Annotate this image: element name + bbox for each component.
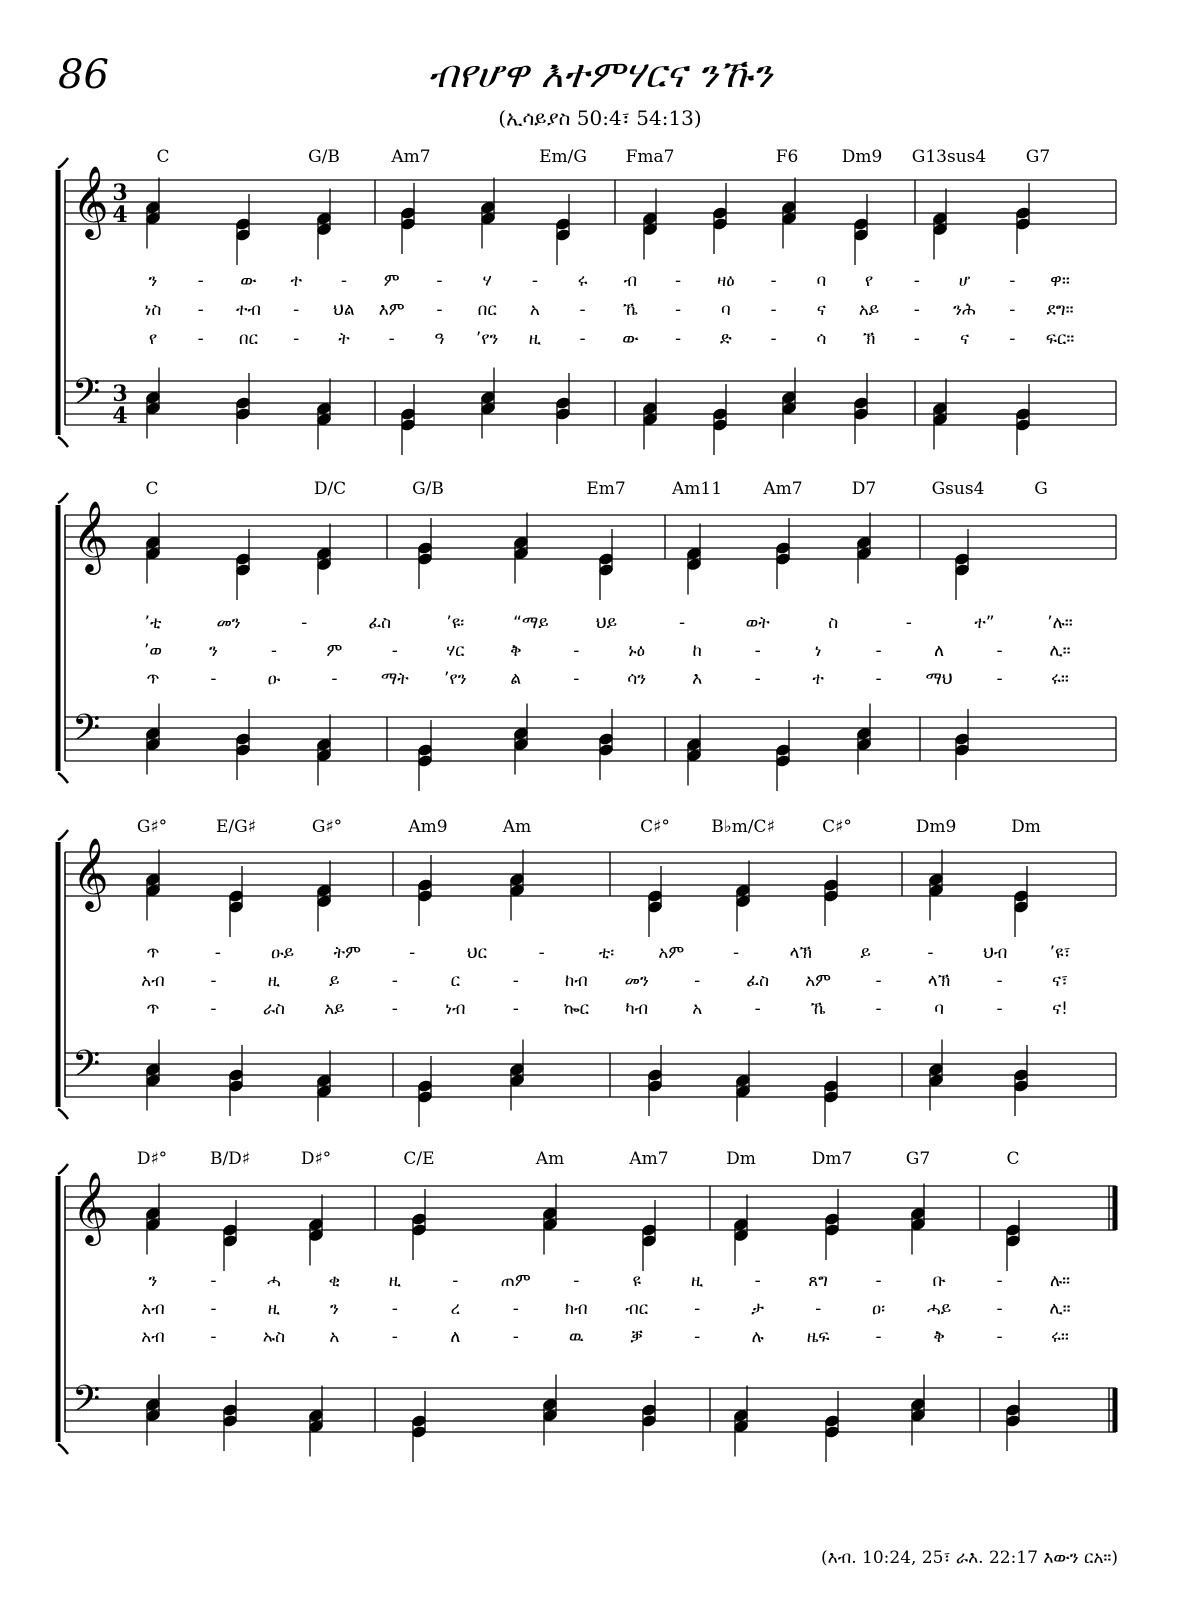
lyric-syllable: ዑይ <box>271 943 295 963</box>
lyric-syllable: - <box>512 999 519 1019</box>
chord-symbol: Gsus4 <box>931 479 985 499</box>
lyric-syllable: - <box>210 669 217 689</box>
lyric-syllable: - <box>391 641 398 661</box>
lyric-syllable: ሩ <box>577 271 588 291</box>
lyric-syllable: ሉ <box>751 1327 764 1347</box>
lyric-syllable: አይ <box>858 300 880 320</box>
lyric-syllable: ’ቲ <box>144 613 162 633</box>
lyric-syllable: ኑዕ <box>628 641 646 661</box>
lyric-syllable: ሓይ <box>926 1299 952 1319</box>
lyric-syllable: - <box>197 271 204 291</box>
lyric-syllable: ህብ <box>983 943 1008 963</box>
lyric-syllable: - <box>770 300 777 320</box>
lyric-syllable: ፈስ <box>368 613 392 633</box>
lyric-syllable: በር <box>477 300 497 320</box>
lyric-syllable: ህል <box>333 300 355 320</box>
lyric-syllable: አብ <box>141 971 165 991</box>
lyric-syllable: - <box>210 1299 217 1319</box>
lyric-syllable: ባ <box>934 999 944 1019</box>
lyric-syllable: ጥ <box>146 669 160 689</box>
lyric-syllable: - <box>875 669 882 689</box>
lyric-syllable: ተ <box>812 669 824 689</box>
time-signature-bottom: 4 <box>112 403 128 429</box>
system-1 <box>58 147 1116 455</box>
bass-clef-icon: 𝄢 <box>72 371 101 422</box>
lyric-syllable: ቓ <box>630 1327 644 1347</box>
lyric-syllable: ር <box>450 971 461 991</box>
lyric-syllable: ዚ <box>388 1271 402 1291</box>
lyric-syllable: - <box>331 669 338 689</box>
lyric-syllable: ም <box>383 271 400 291</box>
time-signature-top: 3 <box>112 381 128 407</box>
lyric-syllable: ጸግ <box>808 1271 829 1291</box>
lyric-syllable: - <box>927 943 934 963</box>
lyric-syllable: - <box>210 999 217 1019</box>
lyric-syllable: ’ዩ፡ <box>446 613 465 633</box>
lyric-syllable: - <box>391 1299 398 1319</box>
lyric-syllable: ሳ <box>816 329 827 349</box>
lyric-syllable: ላኽ <box>789 943 813 963</box>
lyric-syllable: - <box>538 943 545 963</box>
lyric-syllable: - <box>815 1299 822 1319</box>
lyric-syllable: እ <box>692 669 703 689</box>
time-signature-top: 3 <box>112 180 128 206</box>
lyric-syllable: ብ <box>623 271 638 291</box>
chord-symbol: E/G♯ <box>216 817 256 837</box>
lyric-syllable: ዜፍ <box>806 1327 830 1347</box>
lyric-syllable: ነ <box>814 641 822 661</box>
lyric-syllable: ኡስ <box>262 1327 286 1347</box>
lyric-syllable: “ማይ <box>513 613 549 633</box>
treble-clef-icon: 𝄞 <box>72 164 109 237</box>
lyric-syllable: ጥ <box>146 999 160 1019</box>
lyric-syllable: ዛዕ <box>717 271 735 291</box>
lyric-syllable: ይ <box>329 971 340 991</box>
lyric-syllable: - <box>388 329 395 349</box>
lyric-syllable: አብ <box>141 1327 165 1347</box>
lyric-syllable: ማት <box>380 669 409 689</box>
lyric-syllable: ው <box>622 329 639 349</box>
system-4 <box>58 1149 1116 1462</box>
lyric-syllable: ዓ <box>434 329 445 349</box>
lyric-syllable: - <box>293 329 300 349</box>
lyric-syllable: - <box>905 613 912 633</box>
bracket-bottom-hook <box>58 1444 68 1454</box>
lyric-syllable: - <box>210 1271 217 1291</box>
lyric-syllable: ፈስ <box>746 971 770 991</box>
bracket-bottom-hook <box>58 1109 68 1119</box>
lyric-syllable: - <box>770 329 777 349</box>
lyric-syllable: - <box>301 613 308 633</box>
lyric-syllable: አም <box>805 971 832 991</box>
chord-symbol: G♯° <box>311 817 343 837</box>
lyric-syllable: ን <box>148 271 158 291</box>
lyric-syllable: ቅ <box>510 641 522 661</box>
lyric-syllable: አይ <box>324 999 345 1019</box>
lyric-syllable: ሩ። <box>1051 1327 1069 1347</box>
lyric-syllable: - <box>675 300 682 320</box>
lyric-syllable: አብ <box>141 1299 165 1319</box>
lyric-syllable: - <box>340 271 348 291</box>
chord-symbol: Am9 <box>408 817 448 837</box>
chord-symbol: Dm9 <box>915 817 957 837</box>
lyric-syllable: - <box>573 641 580 661</box>
chord-symbol: C♯° <box>640 817 670 837</box>
lyric-syllable: ቲ፡ <box>598 943 615 963</box>
bass-clef-icon: 𝄢 <box>72 1043 101 1094</box>
lyric-syllable: - <box>996 971 1003 991</box>
lyric-syllable: - <box>913 271 920 291</box>
lyric-syllable: ለ <box>450 1327 461 1347</box>
lyric-syllable: ኽ <box>862 329 876 349</box>
lyric-syllable: - <box>579 329 586 349</box>
chord-symbol: Dm9 <box>841 147 883 167</box>
chord-symbol: C/E <box>403 1149 435 1169</box>
lyric-syllable: ነብ <box>445 999 466 1019</box>
bracket-bottom-hook <box>58 773 68 783</box>
lyric-syllable: ታ <box>751 1299 765 1319</box>
lyric-syllable: ’ዩ፣ <box>1049 943 1071 963</box>
lyric-syllable: - <box>573 669 580 689</box>
lyric-syllable: ፍር። <box>1045 329 1075 349</box>
bracket-bottom-hook <box>58 437 68 447</box>
lyric-syllable: - <box>675 329 682 349</box>
lyric-syllable: ድ <box>719 329 732 349</box>
bass-clef-icon: 𝄢 <box>72 1378 101 1429</box>
lyric-syllable: ሆ <box>958 271 971 291</box>
lyric-syllable: - <box>197 329 204 349</box>
lyric-syllable: መን <box>624 971 649 991</box>
chord-symbol: G13sus4 <box>911 147 987 167</box>
lyric-syllable: ኼ <box>810 999 826 1019</box>
lyric-syllable: - <box>531 271 538 291</box>
lyric-syllable: - <box>770 271 777 291</box>
lyric-syllable: - <box>210 971 217 991</box>
lyric-syllable: ሳን <box>627 669 647 689</box>
lyric-syllable: - <box>996 999 1003 1019</box>
lyric-syllable: ዉ <box>568 1327 584 1347</box>
lyric-syllable: ይ <box>860 943 871 963</box>
chord-symbol: Am <box>535 1149 565 1169</box>
treble-clef-icon: 𝄞 <box>72 1170 109 1243</box>
hymn-title: ብየሆዋ እተምሃርና ንኹን <box>427 52 773 96</box>
lyric-syllable: ነስ <box>144 300 162 320</box>
lyric-syllable: ና <box>816 300 826 320</box>
chord-symbol: D♯° <box>300 1149 332 1169</box>
lyric-syllable: ወት <box>745 613 770 633</box>
lyric-syllable: ሊ። <box>1049 1299 1071 1319</box>
chord-symbol: F6 <box>775 147 799 167</box>
lyric-syllable: - <box>210 1327 217 1347</box>
lyric-syllable: ብር <box>625 1299 649 1319</box>
lyric-syllable: - <box>573 1271 580 1291</box>
lyric-syllable: ዚ <box>267 1299 281 1319</box>
chord-symbol: Dm <box>726 1149 756 1169</box>
chord-symbol: Am <box>502 817 532 837</box>
lyric-syllable: ዩ <box>632 1271 641 1291</box>
lyric-syllable: ሃ <box>482 271 492 291</box>
lyric-syllable: - <box>436 300 443 320</box>
chord-symbol: D♯° <box>136 1149 168 1169</box>
treble-clef-icon: 𝄞 <box>72 836 109 909</box>
lyric-syllable: - <box>1009 329 1016 349</box>
lyric-syllable: ኼ <box>622 300 638 320</box>
lyric-syllable: ዐ፡ <box>872 1299 886 1319</box>
chord-symbol: G7 <box>1025 147 1051 167</box>
lyric-syllable: ዋ። <box>1050 271 1070 291</box>
scripture-reference: (ኢሳይያስ 50:4፣ 54:13) <box>498 106 702 130</box>
lyric-syllable: ን <box>329 1299 339 1319</box>
lyric-syllable: - <box>512 1327 519 1347</box>
lyric-syllable: - <box>694 1299 701 1319</box>
bracket-top-hook <box>58 493 68 503</box>
lyric-syllable: - <box>391 971 398 991</box>
lyric-syllable: ተ” <box>974 613 995 633</box>
lyric-syllable: ’ሉ። <box>1047 613 1073 633</box>
lyric-syllable: ና <box>960 329 970 349</box>
chord-symbol: Dm7 <box>811 1149 853 1169</box>
lyric-syllable: ዚ <box>267 971 281 991</box>
lyric-syllable: - <box>694 971 701 991</box>
bass-clef-icon: 𝄢 <box>72 707 101 758</box>
lyric-syllable: - <box>293 300 300 320</box>
lyric-syllable: ስ <box>828 613 839 633</box>
lyric-syllable: ሓ <box>266 1271 281 1291</box>
lyric-syllable: - <box>675 271 682 291</box>
lyric-syllable: - <box>436 271 443 291</box>
lyric-syllable: - <box>754 1271 761 1291</box>
lyric-syllable: ቡ <box>932 1271 946 1291</box>
lyric-syllable: ከብ <box>564 971 588 991</box>
lyric-syllable: ካብ <box>625 999 649 1019</box>
lyric-syllable: ትም <box>333 943 362 963</box>
lyric-syllable: ና! <box>1052 999 1068 1019</box>
lyric-syllable: - <box>694 1327 701 1347</box>
lyric-syllable: ላኽ <box>927 971 951 991</box>
lyric-syllable: - <box>996 641 1003 661</box>
lyric-syllable: ንሕ <box>953 300 976 320</box>
lyric-syllable: ዚ <box>528 329 542 349</box>
lyric-syllable: - <box>996 1271 1003 1291</box>
treble-clef-icon: 𝄞 <box>72 499 109 572</box>
lyric-syllable: - <box>270 641 278 661</box>
footer-references: (እብ. 10:24, 25፣ ራእ. 22:17 እውን ርአ።) <box>821 1548 1118 1568</box>
lyric-syllable: - <box>409 943 416 963</box>
lyric-syllable: ባ <box>816 271 827 291</box>
chord-symbol: Am7 <box>629 1149 669 1169</box>
lyric-syllable: - <box>1009 271 1016 291</box>
lyric-syllable: - <box>875 999 882 1019</box>
lyric-syllable: ሉ። <box>1049 1271 1071 1291</box>
lyric-syllable: - <box>996 669 1003 689</box>
chord-symbol: C <box>156 147 170 167</box>
lyric-syllable: - <box>452 1271 459 1291</box>
lyric-syllable: ተብ <box>235 300 261 320</box>
chord-symbol: C <box>145 479 159 499</box>
lyric-syllable: ህይ <box>595 613 618 633</box>
lyric-syllable: ተ <box>290 271 302 291</box>
chord-symbol: G <box>1034 479 1048 499</box>
lyric-syllable: - <box>913 329 920 349</box>
lyric-syllable: የ <box>864 271 874 291</box>
lyric-syllable: ት <box>338 329 350 349</box>
lyric-syllable: ጠም <box>500 1271 531 1291</box>
lyric-syllable: እም <box>378 300 405 320</box>
lyric-syllable: የ <box>148 329 158 349</box>
lyric-syllable: ደግ። <box>1046 300 1074 320</box>
lyric-syllable: - <box>913 300 920 320</box>
lyric-syllable: - <box>875 1271 882 1291</box>
chord-symbol: Fma7 <box>625 147 675 167</box>
chord-symbol: C♯° <box>822 817 852 837</box>
lyric-syllable: ጥ <box>146 943 160 963</box>
lyric-syllable: - <box>391 1327 398 1347</box>
chord-symbol: B/D♯ <box>209 1149 251 1169</box>
lyric-syllable: አም <box>658 943 685 963</box>
bracket-top-hook <box>58 1164 68 1174</box>
bracket-top-hook <box>58 830 68 840</box>
chord-symbol: C <box>1006 1149 1020 1169</box>
chord-symbol: B♭m/C♯ <box>711 817 775 837</box>
chord-symbol: Em/G <box>539 147 587 167</box>
lyric-syllable: - <box>733 943 740 963</box>
lyric-syllable: - <box>197 300 204 320</box>
lyric-syllable: - <box>754 999 761 1019</box>
chord-symbol: Am7 <box>391 147 431 167</box>
lyric-syllable: ዚ <box>691 1271 704 1291</box>
lyric-syllable: ባ <box>720 300 731 320</box>
lyric-syllable: አ <box>329 1327 340 1347</box>
lyric-syllable: ም <box>326 641 343 661</box>
lyric-syllable: - <box>754 669 761 689</box>
lyric-syllable: ከ <box>692 641 702 661</box>
chord-symbol: G/B <box>308 147 340 167</box>
lyric-syllable: ራስ <box>262 999 286 1019</box>
lyric-syllable: በር <box>238 329 259 349</box>
lyric-syllable: አ <box>529 300 540 320</box>
lyric-syllable: ’የን <box>444 669 467 689</box>
lyric-syllable: ቂ <box>328 1271 341 1291</box>
chord-symbol: Am11 <box>671 479 723 499</box>
system-2 <box>58 479 1116 791</box>
lyric-syllable: ን <box>148 1271 158 1291</box>
chord-symbol: D7 <box>851 479 877 499</box>
lyric-syllable: ’የን <box>475 329 499 349</box>
lyric-syllable: ን <box>209 641 218 661</box>
lyric-syllable: ና፣ <box>1052 971 1068 991</box>
lyric-syllable: ሊ። <box>1049 641 1071 661</box>
chord-symbol: D/C <box>313 479 347 499</box>
lyric-syllable: መን <box>216 613 241 633</box>
lyric-syllable: - <box>875 971 882 991</box>
lyric-syllable: - <box>875 641 882 661</box>
lyric-syllable: ሃር <box>446 641 465 661</box>
chord-symbol: Em7 <box>586 479 626 499</box>
lyric-syllable: - <box>679 613 686 633</box>
lyric-syllable: - <box>754 641 761 661</box>
chord-symbol: G7 <box>905 1149 931 1169</box>
lyric-syllable: ል <box>510 669 522 689</box>
lyric-syllable: ረ <box>450 1299 461 1319</box>
chord-symbol: Dm <box>1011 817 1041 837</box>
system-3 <box>58 817 1116 1127</box>
chord-symbol: Am7 <box>763 479 803 499</box>
bracket-top-hook <box>58 158 68 168</box>
lyric-syllable: ክብ <box>564 1299 588 1319</box>
lyric-syllable: - <box>391 999 398 1019</box>
lyric-syllable: - <box>214 943 221 963</box>
lyric-syllable: - <box>512 971 519 991</box>
lyric-syllable: - <box>996 1299 1003 1319</box>
lyric-syllable: ህር <box>466 943 488 963</box>
lyric-syllable: - <box>996 1327 1003 1347</box>
lyric-syllable: - <box>579 300 586 320</box>
lyric-syllable: ቅ <box>933 1327 945 1347</box>
lyric-syllable: ለ <box>934 641 945 661</box>
page-number: 86 <box>58 52 109 98</box>
lyric-syllable: ’ወ <box>143 641 163 661</box>
chord-symbol: G♯° <box>136 817 168 837</box>
chord-symbol: G/B <box>412 479 444 499</box>
lyric-syllable: ሩ። <box>1051 669 1069 689</box>
time-signature-bottom: 4 <box>112 202 128 228</box>
lyric-syllable: ኰር <box>563 999 590 1019</box>
lyric-syllable: - <box>1009 300 1016 320</box>
lyric-syllable: ዑ <box>267 669 281 689</box>
lyric-syllable: - <box>512 1299 519 1319</box>
lyric-syllable: ው <box>240 271 257 291</box>
lyric-syllable: ማህ <box>925 669 953 689</box>
lyric-syllable: አ <box>692 999 703 1019</box>
lyric-syllable: - <box>875 1327 882 1347</box>
